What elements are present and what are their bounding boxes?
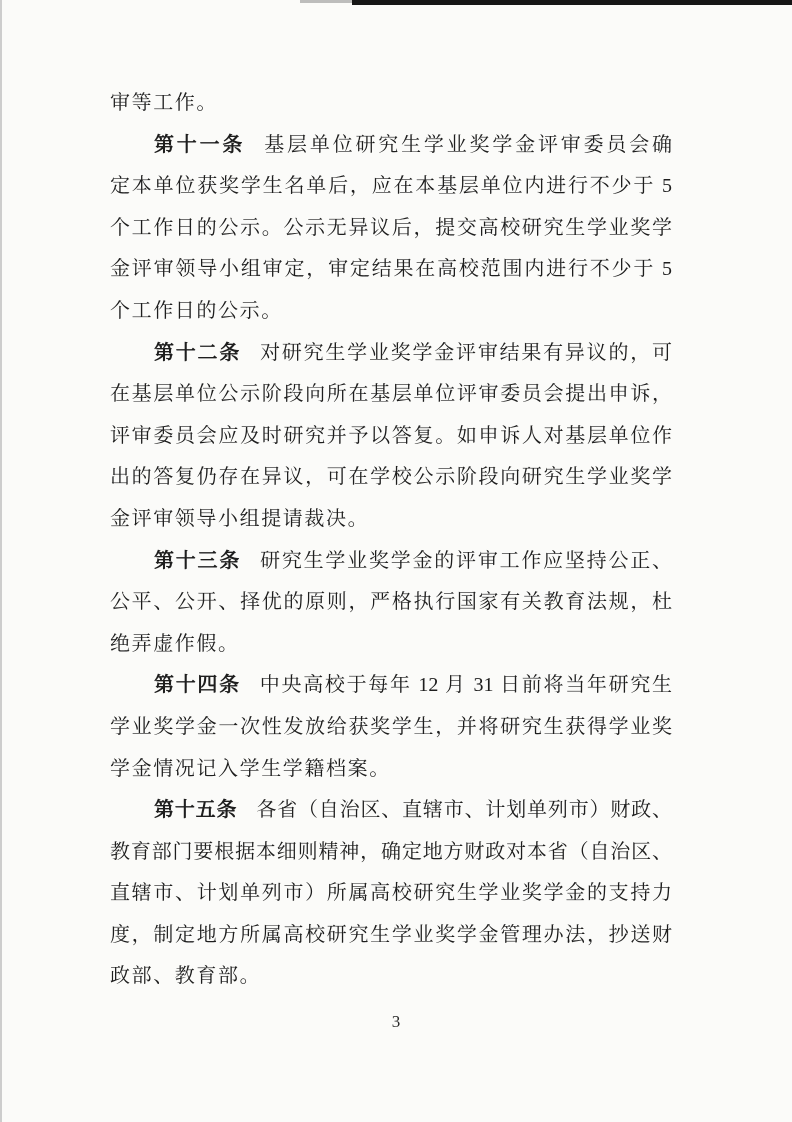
text-line: [110, 832, 672, 874]
line-text: 个工作日的公示。公示无异议后，提交高校研究生学业奖学: [110, 216, 672, 239]
article-number: 第十四条: [154, 674, 241, 697]
line-text: 学金情况记入学生学籍档案。: [110, 757, 391, 780]
scan-artifact-top-edge-fade: [300, 0, 352, 3]
text-line: [110, 416, 672, 458]
line-text: 教育部门要根据本细则精神，确定地方财政对本省（自治区、: [110, 840, 672, 863]
text-line: [110, 541, 672, 583]
text-line: [110, 790, 672, 832]
article-number: 第十五条: [154, 799, 238, 822]
line-text: 出的答复仍存在异议，可在学校公示阶段向研究生学业奖学: [110, 466, 672, 489]
article-number: 第十一条: [154, 133, 246, 156]
article-number: 第十三条: [154, 549, 242, 572]
scan-artifact-top-edge: [352, 0, 792, 5]
line-text: 金评审领导小组提请裁决。: [110, 507, 370, 530]
text-line: [110, 291, 672, 333]
text-line: [110, 457, 672, 499]
text-line: [110, 166, 672, 208]
page-number: 3: [391, 1012, 401, 1031]
line-text: 审等工作。: [110, 92, 218, 114]
line-text: 个工作日的公示。: [110, 299, 283, 322]
line-text: 金评审领导小组审定，审定结果在高校范围内进行不少于 5: [110, 258, 672, 281]
document-body: [110, 83, 672, 998]
line-text: 绝弄虚作假。: [110, 632, 240, 655]
text-line: [110, 749, 672, 791]
line-text: 定本单位获奖学生名单后，应在本基层单位内进行不少于 5: [110, 175, 672, 198]
text-line: [110, 873, 672, 915]
line-text: 中央高校于每年 12 月 31 日前将当年研究生: [259, 674, 673, 697]
line-text: 各省（自治区、直辖市、计划单列市）财政、: [256, 799, 673, 822]
line-text: 度，制定地方所属高校研究生学业奖学金管理办法，抄送财: [110, 923, 672, 946]
line-text: 直辖市、计划单列市）所属高校研究生学业奖学金的支持力: [110, 882, 672, 905]
line-text: 评审委员会应及时研究并予以答复。如申诉人对基层单位作: [110, 424, 672, 447]
article-number: 第十二条: [154, 341, 242, 364]
text-line: [110, 83, 672, 125]
text-line: [110, 333, 672, 375]
text-line: [110, 665, 672, 707]
text-line: [110, 915, 672, 957]
text-line: [110, 249, 672, 291]
line-text: 对研究生学业奖学金评审结果有异议的，可: [260, 341, 673, 364]
text-line: [110, 956, 672, 998]
text-line: [110, 582, 672, 624]
text-line: [110, 707, 672, 749]
line-text: 在基层单位公示阶段向所在基层单位评审委员会提出申诉，: [110, 383, 672, 406]
line-text: 学业奖学金一次性发放给获奖学生，并将研究生获得学业奖: [110, 715, 672, 738]
text-line: [110, 624, 672, 666]
text-line: [110, 499, 672, 541]
line-text: 研究生学业奖学金的评审工作应坚持公正、: [260, 549, 673, 572]
line-text: 政部、教育部。: [110, 965, 262, 988]
line-text: 公平、公开、择优的原则，严格执行国家有关教育法规，杜: [110, 591, 672, 614]
text-line: [110, 208, 672, 250]
line-text: 基层单位研究生学业奖学金评审委员会确: [264, 133, 673, 156]
text-line: [110, 374, 672, 416]
text-line: [110, 125, 672, 167]
scan-artifact-left-edge: [0, 0, 2, 1122]
